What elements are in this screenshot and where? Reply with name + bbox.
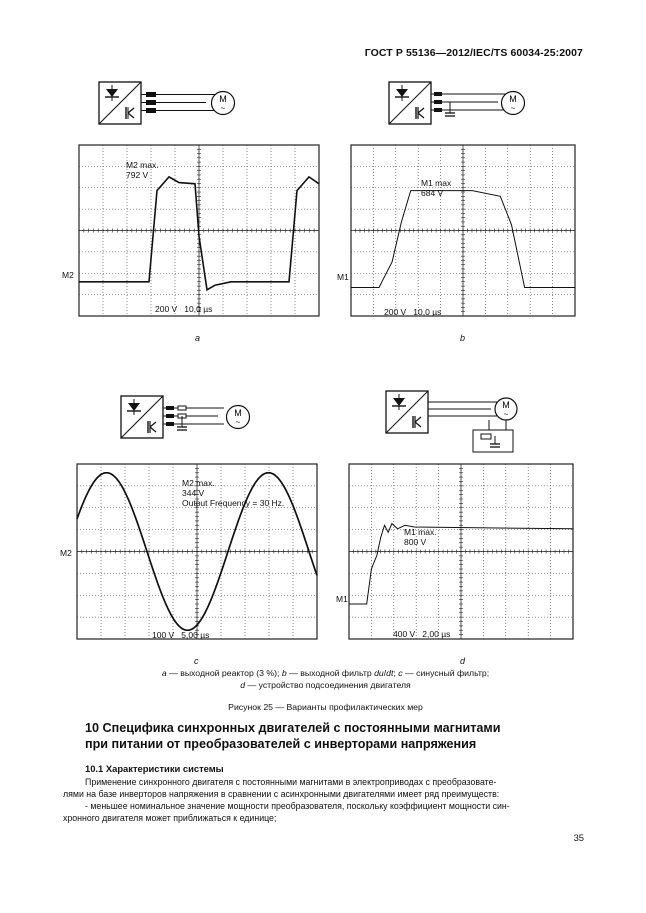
paragraph-2: - меньшее номинальное значение мощности преобразователя, поскольку коэффициент мощности син- хронного двигателя может приближаться к единице; [63, 801, 510, 824]
svg-text:M: M [234, 408, 242, 418]
subfig-a: a [195, 333, 201, 343]
scope-a-scale: 200 V 10,0 µs [155, 304, 213, 314]
subfig-d: d [460, 656, 466, 666]
scope-a-marker: M2 [62, 270, 74, 280]
scope-c-scale: 100 V 5,00 µs [152, 630, 210, 640]
scope-c-marker: M2 [60, 548, 72, 558]
scope-c-max-label: M2 max. 344 V Output Frequency = 30 Hz. [182, 478, 285, 508]
scope-a [77, 143, 321, 319]
scope-d-scale: 400 V 2,00 µs [393, 629, 451, 639]
legend-line-1: a — выходной реактор (3 %); b — выходной фильтр du/dt; c — синусный фильтр; [161, 668, 490, 678]
schematic-a [98, 81, 238, 127]
legend-line-2: d — устройство подсоединения двигателя [240, 679, 411, 690]
figure-title: Рисунок 25 — Варианты профилактических мер [228, 702, 423, 712]
scope-d-max-label: M1 max. 800 V [404, 527, 437, 547]
section-title: 10 Специфика синхронных двигателей с постоянными магнитами при питании от преобразователей с инверторами напряжения [85, 721, 501, 751]
subfig-c: c [194, 656, 199, 666]
subsection-title: 10.1 Характеристики системы [85, 763, 224, 774]
scope-b-marker: M1 [337, 272, 349, 282]
scope-b-scale: 200 V 10,0 µs [384, 307, 442, 317]
svg-text:~: ~ [503, 410, 509, 419]
schematic-b [388, 81, 528, 127]
subfig-b: b [460, 333, 466, 343]
schematic-c [120, 395, 260, 441]
scope-b [349, 143, 577, 319]
svg-text:~: ~ [220, 104, 226, 113]
scope-b-max-label: M1 max 684 V [421, 178, 452, 198]
document-header: ГОСТ Р 55136—2012/IEC/TS 60034-25:2007 [364, 47, 583, 59]
svg-text:~: ~ [510, 104, 516, 113]
figure-legend [63, 668, 588, 691]
motor-letter: M [219, 94, 227, 104]
scope-a-max-label: M2 max. 792 V [126, 160, 159, 180]
page-number: 35 [573, 832, 584, 843]
svg-text:~: ~ [235, 418, 241, 427]
paragraph-1: Применение синхронного двигателя с постоянными магнитами в электроприводах с преобразовате- лями на базе инверторов напряжения в сравнении с асинхронными двигателями имеет ряд преимуществ: [63, 777, 500, 800]
scope-d-marker: M1 [336, 594, 348, 604]
svg-text:M: M [502, 400, 510, 410]
scope-d [347, 462, 575, 642]
svg-text:M: M [509, 94, 517, 104]
schematic-d [385, 390, 525, 454]
